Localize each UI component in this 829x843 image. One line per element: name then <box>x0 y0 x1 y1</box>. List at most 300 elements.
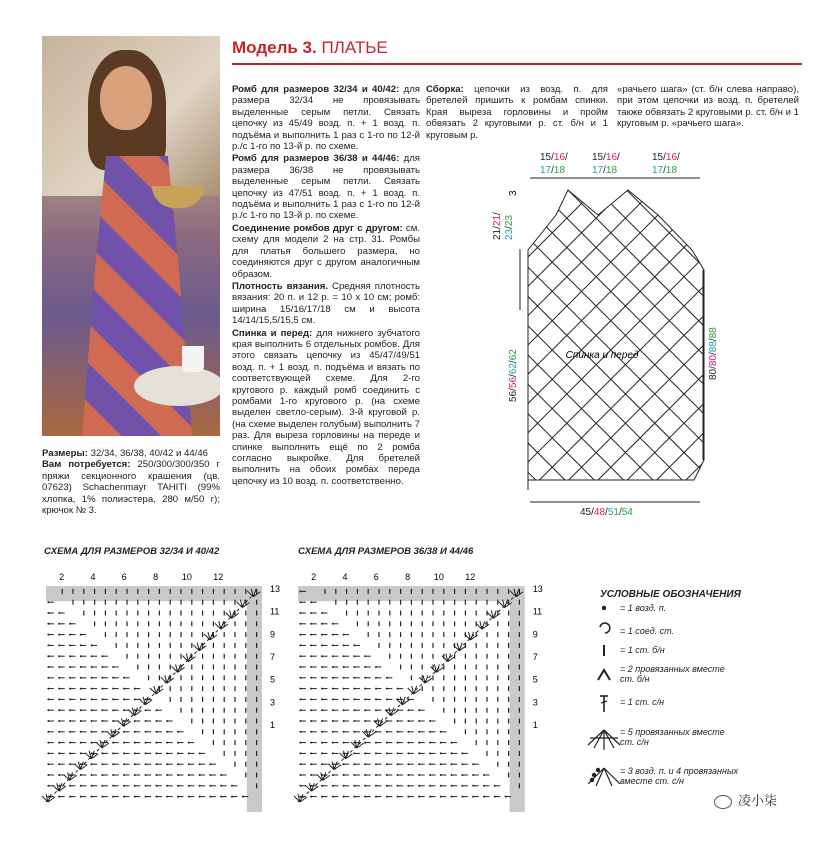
stitch-chain <box>299 590 301 592</box>
grid-line <box>480 150 664 520</box>
stitch-chain <box>91 774 93 776</box>
stitch-chain <box>47 698 49 700</box>
legend-title: УСЛОВНЫЕ ОБОЗНАЧЕНИЯ <box>600 589 741 600</box>
column-number: 8 <box>405 572 411 582</box>
stitch-chain <box>69 796 71 798</box>
stitch-chain <box>375 752 377 754</box>
stitch-chain <box>505 796 507 798</box>
stitch-chain <box>47 688 49 690</box>
stitch-chain <box>483 796 485 798</box>
stitch-chain <box>101 763 103 765</box>
stitch-chain <box>418 796 420 798</box>
stitch-chain <box>299 623 301 625</box>
stitch-chain <box>299 785 301 787</box>
instructions-column-3: «рачьего шага» (ст. б/н слева направо), при этом цепочки из возд. п. бретелей также обвязать 2 круговыми р. ст. б/н и 1 круговым р. «рачьего шага». <box>617 84 799 130</box>
stitch-chain <box>332 774 334 776</box>
stitch-chain <box>364 752 366 754</box>
fan-stitch <box>294 794 307 802</box>
svg-text:56/56/62/62: 56/56/62/62 <box>508 349 519 402</box>
stitch-chain <box>407 731 409 733</box>
stitch-chain <box>123 774 125 776</box>
stitch-chain <box>91 709 93 711</box>
shaded-row <box>46 586 262 601</box>
stitch-chain <box>123 677 125 679</box>
stitch-chain <box>145 698 147 700</box>
stitch-chain <box>310 698 312 700</box>
stitch-chain <box>112 752 114 754</box>
stitch-chain <box>461 796 463 798</box>
stitch-chain <box>310 709 312 711</box>
stitch-chain <box>343 720 345 722</box>
stitch-chain <box>364 720 366 722</box>
stitch-chain <box>123 698 125 700</box>
stitch-chain <box>321 763 323 765</box>
grid-line <box>480 150 820 520</box>
stitch-chain <box>69 677 71 679</box>
stitch-chain <box>407 774 409 776</box>
stitch-chain <box>145 785 147 787</box>
stitch-chain <box>47 601 49 603</box>
stitch-chain <box>418 731 420 733</box>
stitch-chain <box>375 742 377 744</box>
stitch-chain <box>177 752 179 754</box>
left-top-row-label <box>508 190 519 196</box>
stitch-chain <box>91 688 93 690</box>
grid-line <box>528 150 820 520</box>
stitch-chain <box>91 720 93 722</box>
stitch-chain <box>91 731 93 733</box>
stitch-chain <box>58 709 60 711</box>
stitch-chain <box>155 785 157 787</box>
stitch-chain <box>386 731 388 733</box>
legend-item-2: = 1 соед. ст. <box>620 626 675 636</box>
stitch-chain <box>386 742 388 744</box>
chart-right-grid <box>294 572 543 812</box>
stitch-chain <box>440 763 442 765</box>
stitch-chain <box>91 698 93 700</box>
stitch-chain <box>80 752 82 754</box>
stitch-chain <box>112 796 114 798</box>
stitch-chain <box>364 666 366 668</box>
top-label-1b: 17/18 <box>540 165 566 176</box>
stitch-chain <box>91 796 93 798</box>
top-label-1: 15/16/ <box>540 152 568 163</box>
row-number: 11 <box>270 606 280 617</box>
column-number: 6 <box>373 572 379 582</box>
grid-line <box>733 150 820 520</box>
fan-stitch <box>128 708 141 716</box>
grid-line <box>762 150 820 520</box>
row-number: 9 <box>270 629 276 640</box>
stitch-chain <box>353 752 355 754</box>
stitch-chain <box>145 731 147 733</box>
stitch-chain <box>321 634 323 636</box>
stitch-chain <box>310 644 312 646</box>
grid-line <box>480 150 820 520</box>
stitch-chain <box>58 677 60 679</box>
stitch-chain <box>134 742 136 744</box>
stitch-chain <box>418 752 420 754</box>
stitch-chain <box>80 774 82 776</box>
stitch-chain <box>332 785 334 787</box>
stitch-chain <box>112 688 114 690</box>
stitch-chain <box>299 698 301 700</box>
stitch-chain <box>407 720 409 722</box>
stitch-chain <box>418 763 420 765</box>
stitch-chain <box>155 720 157 722</box>
grid-line <box>480 150 664 520</box>
stitch-chain <box>209 774 211 776</box>
legend-item-5: = 1 ст. с/н <box>620 697 665 707</box>
stitch-chain <box>364 774 366 776</box>
stitch-chain <box>332 644 334 646</box>
stitch-chain <box>231 785 233 787</box>
stitch-chain <box>343 774 345 776</box>
stitch-chain <box>440 731 442 733</box>
stitch-chain <box>461 763 463 765</box>
diamond-grid <box>480 150 820 520</box>
fan-stitch <box>204 632 217 640</box>
stitch-chain <box>101 720 103 722</box>
stitch-chain <box>47 612 49 614</box>
stitch-chain <box>343 655 345 657</box>
stitch-chain <box>80 785 82 787</box>
stitch-chain <box>494 785 496 787</box>
row-number: 9 <box>532 629 538 640</box>
stitch-chain <box>332 634 334 636</box>
row-number: 7 <box>270 652 276 663</box>
stitch-chain <box>80 731 82 733</box>
column-number: 2 <box>59 572 65 582</box>
row-number: 3 <box>532 697 538 708</box>
stitch-chain <box>58 752 60 754</box>
stitch-chain <box>343 634 345 636</box>
stitch-chain <box>461 752 463 754</box>
model-photo <box>42 36 220 436</box>
stitch-chain <box>364 796 366 798</box>
grid-line <box>480 150 489 520</box>
grid-line <box>480 150 820 520</box>
svg-text:80/80/88/88: 80/80/88/88 <box>708 327 719 380</box>
stitch-chain <box>112 742 114 744</box>
stitch-chain <box>429 720 431 722</box>
stitch-chain <box>145 742 147 744</box>
title-rule <box>232 63 802 65</box>
stitch-chain <box>353 688 355 690</box>
left-top-size-label <box>492 212 515 240</box>
stitch-chain <box>332 623 334 625</box>
stitch-chain <box>364 763 366 765</box>
stitch-chain <box>91 655 93 657</box>
stitch-chain <box>69 709 71 711</box>
stitch-chain <box>494 796 496 798</box>
stitch-chain <box>299 742 301 744</box>
schematic-center-label: Спинка и перед <box>565 350 639 361</box>
stitch-chain <box>332 655 334 657</box>
stitch-chain <box>177 785 179 787</box>
column-number: 2 <box>311 572 317 582</box>
stitch-chain <box>145 720 147 722</box>
stitch-chain <box>310 752 312 754</box>
stitch-chain <box>461 785 463 787</box>
stitch-chain <box>188 785 190 787</box>
stitch-chain <box>310 612 312 614</box>
stitch-chain <box>375 785 377 787</box>
stitch-chain <box>397 742 399 744</box>
stitch-chain <box>123 731 125 733</box>
stitch-chain <box>321 698 323 700</box>
stitch-chain <box>134 688 136 690</box>
stitch-chain <box>364 785 366 787</box>
stitch-chain <box>386 698 388 700</box>
legend-item-7: = 3 возд. п. и 4 провязанных вместе ст. с/н <box>620 766 739 786</box>
stitch-chain <box>112 698 114 700</box>
stitch-chain <box>80 796 82 798</box>
stitch-chain <box>407 763 409 765</box>
stitch-chain <box>332 742 334 744</box>
stitch-chain <box>166 731 168 733</box>
top-label-3: 15/16/ <box>652 152 680 163</box>
stitch-chain <box>364 742 366 744</box>
stitch-chain <box>353 698 355 700</box>
stitch-chain <box>321 655 323 657</box>
stitch-chain <box>332 666 334 668</box>
stitch-chain <box>47 731 49 733</box>
stitch-chain <box>310 666 312 668</box>
stitch-chain <box>321 742 323 744</box>
stitch-chain <box>343 796 345 798</box>
legend-item-6: = 5 провязанных вместе ст. с/н <box>620 727 725 747</box>
stitch-chain <box>58 698 60 700</box>
stitch-chain <box>134 763 136 765</box>
stitch-chain <box>58 644 60 646</box>
stitch-chain <box>155 731 157 733</box>
stitch-chain <box>299 720 301 722</box>
stitch-chain <box>199 763 201 765</box>
row-number: 3 <box>270 697 276 708</box>
fan-stitch <box>161 675 174 683</box>
stitch-chain <box>332 698 334 700</box>
dress-schematic <box>480 140 820 520</box>
right-main-size-label <box>708 327 719 380</box>
stitch-chain <box>112 709 114 711</box>
column-number: 8 <box>153 572 159 582</box>
row-number: 13 <box>532 584 543 594</box>
stitch-chain <box>47 785 49 787</box>
stitch-chain <box>69 752 71 754</box>
stitch-chain <box>310 796 312 798</box>
stitch-chain <box>80 655 82 657</box>
svg-text:3: 3 <box>508 190 519 196</box>
stitch-chain <box>199 752 201 754</box>
stitch-chain <box>47 677 49 679</box>
stitch-chain <box>69 742 71 744</box>
stitch-chain <box>220 774 222 776</box>
top-size-labels <box>540 152 680 176</box>
stitch-chain <box>310 774 312 776</box>
stitch-chain <box>397 688 399 690</box>
stitch-chain <box>209 785 211 787</box>
stitch-chain <box>134 774 136 776</box>
stitch-chain <box>440 774 442 776</box>
svg-text:21/21/: 21/21/ <box>492 212 503 240</box>
stitch-chain <box>58 742 60 744</box>
stitch-chain <box>166 796 168 798</box>
stitch-chain <box>123 785 125 787</box>
stitch-chain <box>134 720 136 722</box>
grid-line <box>480 150 518 520</box>
chart-right-title: СХЕМА ДЛЯ РАЗМЕРОВ 36/38 И 44/46 <box>298 546 474 557</box>
stitch-chain <box>112 677 114 679</box>
stitch-chain <box>145 796 147 798</box>
stitch-chain <box>353 677 355 679</box>
row-number: 11 <box>532 606 543 617</box>
legend-symbols <box>580 600 620 800</box>
stitch-chain <box>112 774 114 776</box>
stitch-chain <box>58 731 60 733</box>
stitch-chain <box>321 612 323 614</box>
stitch-chain <box>353 731 355 733</box>
stitch-chain <box>101 774 103 776</box>
grid-line <box>792 150 820 520</box>
stitch-chain <box>407 752 409 754</box>
stitch-chain <box>418 774 420 776</box>
stitch-chain <box>375 688 377 690</box>
fan-stitch <box>42 794 55 802</box>
stitch-chain <box>58 666 60 668</box>
stitch-chain <box>123 796 125 798</box>
stitch-chain <box>188 796 190 798</box>
stitch-chain <box>69 623 71 625</box>
stitch-chain <box>112 666 114 668</box>
stitch-chain <box>461 774 463 776</box>
stitch-chain <box>451 785 453 787</box>
stitch-chain <box>80 666 82 668</box>
stitch-chain <box>299 774 301 776</box>
stitch-chain <box>80 742 82 744</box>
requirements: Размеры: 32/34, 36/38, 40/42 и 44/46 Вам потребуется: 250/300/300/350 г пряжи секционного крашения (цв. 07623) Schachenmayr TAHITI (99% хлопка, 1% полиэстера, 280 м/50 г); крючок № 3. <box>42 448 220 517</box>
stitch-chain <box>47 623 49 625</box>
stitch-chain <box>386 763 388 765</box>
stitch-chain <box>58 763 60 765</box>
stitch-chain <box>429 742 431 744</box>
stitch-chain <box>58 796 60 798</box>
fan-stitch <box>430 664 443 672</box>
stitch-chain <box>440 796 442 798</box>
stitch-chain <box>47 644 49 646</box>
grid-line <box>528 150 820 520</box>
stitch-chain <box>310 742 312 744</box>
stitch-chain <box>199 785 201 787</box>
shaded-column <box>247 586 262 812</box>
instructions-column-1: Ромб для размеров 32/34 и 40/42: для размера 32/34 не провязывать выделенные серым петли. Связать цепочку из 45/49 возд. п. + 1 возд. п. подъёма и выполнить 1 раз с 1-го по 12-й р./с 1-го по 13-й р. по схеме. Ромб для размеров 36/38 и 44/46: для размера 36/38 не провязывать выделенные серым петли. Связать цепочку из 47/51 возд. п. + 1 возд. п. подъёма и выполнить 1 раз с 1-го по 12-й р./с 1-го по 13-й р. по схеме. Соединение ромбов друг с другом: см. схему для модели 2 на стр. 31. Ромбы для платья большего размера, но соединяются друг с другом аналогичным образом. Плотность вязания. Средняя плотность вязания: 20 п. и 12 р. = 10 х 10 см; ромб: ширина 15/16/17/18 см и высота 14/14/15,5/15,5 см. Спинка и перед: для нижнего зубчатого края выполнить 6 отдельных ромбов. Для этого связать цепочку из 45/47/49/51 возд. п. + 1 возд. п. подъёма и вязать по соответствующей схеме. Для 2-го кругового р. каждый ромб соединить с ромбами 1-го кругового р. (на схеме выделен светло-серым). 3-й круговой р. (на схеме выделен голубым) выполнить 7 раз. Для выреза горловины на переде и спинке выполнить ещё по 2 ромба согласно выкройке. Для бретелей выполнить на обоих ромбах переда цепочку из 10 возд. п. соответственно. <box>232 84 420 487</box>
stitch-chain <box>472 785 474 787</box>
stitch-chain <box>166 785 168 787</box>
stitch-chain <box>69 731 71 733</box>
stitch-chain <box>299 688 301 690</box>
fan-stitch <box>107 729 120 737</box>
top-label-2b: 17/18 <box>592 165 618 176</box>
stitch-chain <box>112 731 114 733</box>
stitch-chain <box>375 666 377 668</box>
row-number: 5 <box>270 674 276 685</box>
stitch-chain <box>155 742 157 744</box>
stitch-chain <box>332 677 334 679</box>
stitch-chain <box>321 720 323 722</box>
stitch-chain <box>321 688 323 690</box>
stitch-chain <box>166 763 168 765</box>
stitch-chain <box>80 644 82 646</box>
fan-stitch <box>182 654 195 662</box>
stitch-chain <box>69 698 71 700</box>
stitch-chain <box>47 709 49 711</box>
double-crochet-icon <box>600 696 608 712</box>
stitch-chain <box>123 763 125 765</box>
stitch-chain <box>69 644 71 646</box>
grid-line <box>480 150 635 520</box>
stitch-chain <box>386 688 388 690</box>
stitch-chain <box>299 796 301 798</box>
chart-left-title: СХЕМА ДЛЯ РАЗМЕРОВ 32/34 И 40/42 <box>44 546 220 557</box>
crochet-chart-right <box>294 572 556 822</box>
row-number: 7 <box>532 652 538 663</box>
stitch-chain <box>353 720 355 722</box>
stitch-chain <box>397 731 399 733</box>
grid-line <box>480 150 811 520</box>
stitch-chain <box>397 774 399 776</box>
stitch-chain <box>343 688 345 690</box>
stitch-chain <box>299 763 301 765</box>
top-label-2: 15/16/ <box>592 152 620 163</box>
stitch-chain <box>231 796 233 798</box>
grid-line <box>499 150 820 520</box>
stitch-chain <box>321 709 323 711</box>
grid-line <box>480 150 723 520</box>
stitch-chain <box>47 742 49 744</box>
stitch-chain <box>407 709 409 711</box>
stitch-chain <box>177 796 179 798</box>
stitch-chain <box>101 655 103 657</box>
instructions-column-2: Сборка: цепочки из возд. п. для бретелей пришить к ромбам спинки. Края выреза горловины и пройм обвязать 2 круговыми р. ст. б/н и 1 круговым р. <box>426 84 608 141</box>
stitch-chain <box>451 774 453 776</box>
stitch-chain <box>375 709 377 711</box>
stitch-chain <box>91 677 93 679</box>
stitch-chain <box>112 720 114 722</box>
fan-stitch <box>351 740 364 748</box>
stitch-chain <box>353 763 355 765</box>
stitch-chain <box>375 774 377 776</box>
stitch-chain <box>80 677 82 679</box>
stitch-chain <box>310 634 312 636</box>
stitch-chain <box>451 796 453 798</box>
stitch-chain <box>58 623 60 625</box>
chain-stitch-icon <box>602 606 606 610</box>
stitch-chain <box>364 698 366 700</box>
stitch-chain <box>188 774 190 776</box>
stitch-chain <box>375 698 377 700</box>
stitch-chain <box>145 763 147 765</box>
stitch-chain <box>353 644 355 646</box>
stitch-chain <box>299 644 301 646</box>
slip-stitch-icon <box>600 623 610 633</box>
stitch-chain <box>418 720 420 722</box>
svg-text:23/23: 23/23 <box>504 214 515 240</box>
stitch-chain <box>364 731 366 733</box>
stitch-chain <box>451 752 453 754</box>
stitch-chain <box>91 666 93 668</box>
stitch-chain <box>177 774 179 776</box>
stitch-chain <box>343 666 345 668</box>
